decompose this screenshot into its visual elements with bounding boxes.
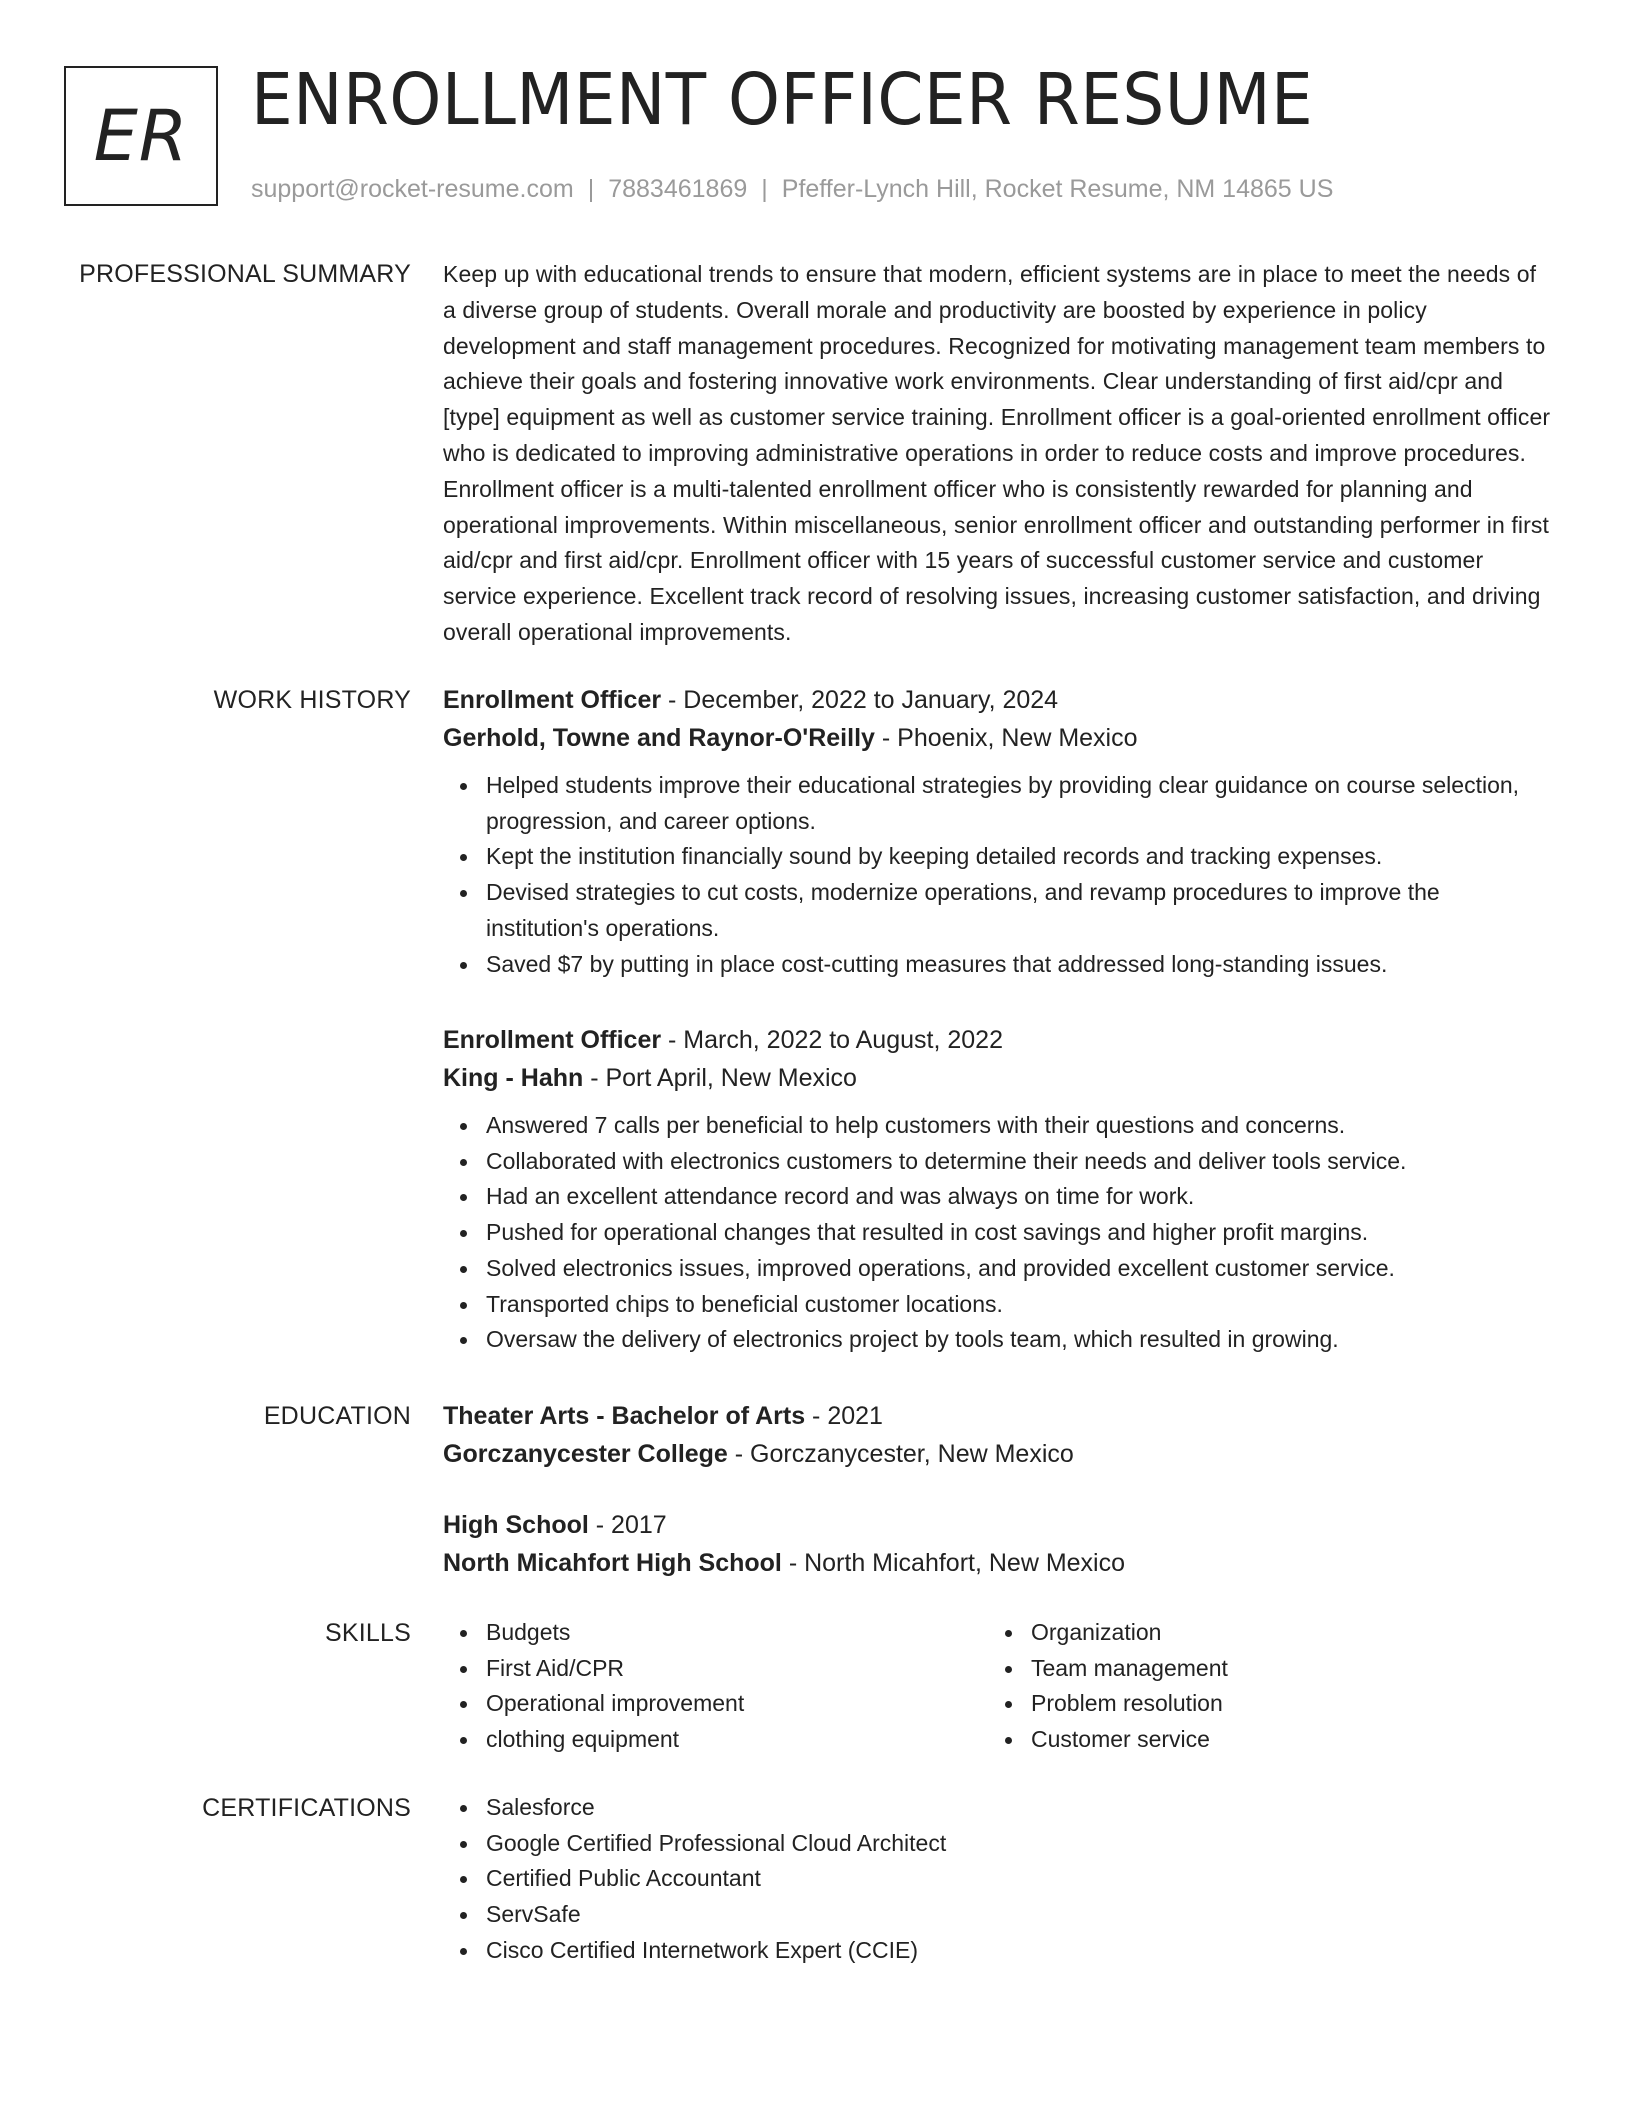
job-bullet: Saved $7 by putting in place cost-cutting measures that addressed long-standing issues. [443, 947, 1553, 983]
skill-item: Problem resolution [988, 1686, 1528, 1722]
skill-item: Operational improvement [443, 1686, 983, 1722]
certifications-list [443, 1790, 1553, 1969]
school-line [443, 1435, 1553, 1473]
school-location: - North Micahfort, New Mexico [781, 1549, 1126, 1577]
job-title: Enrollment Officer [443, 686, 662, 714]
job-title-line [443, 681, 1553, 719]
job-bullet: Transported chips to beneficial customer locations. [443, 1287, 1553, 1323]
skill-item: Customer service [988, 1722, 1528, 1758]
skill-item: clothing equipment [443, 1722, 983, 1758]
job-entry [443, 1021, 1553, 1358]
summary-heading: PROFESSIONAL SUMMARY [79, 260, 411, 288]
school: Gorczanycester College [443, 1440, 728, 1468]
contact-separator: | [587, 175, 595, 203]
monogram-box [64, 66, 218, 206]
contact-separator: | [761, 175, 768, 203]
resume-title: ENROLLMENT OFFICER RESUME [251, 58, 1314, 141]
skill-item: Team management [988, 1651, 1528, 1687]
school: North Micahfort High School [443, 1549, 782, 1577]
certifications-bullets [443, 1790, 1553, 1969]
skill-item: Organization [988, 1615, 1528, 1651]
certification-item: Google Certified Professional Cloud Architect [443, 1826, 1553, 1862]
job-location: - Phoenix, New Mexico [874, 724, 1138, 752]
job-bullet: Kept the institution financially sound by keeping detailed records and tracking expenses. [443, 839, 1553, 875]
skill-item: Budgets [443, 1615, 983, 1651]
work-history-heading: WORK HISTORY [213, 686, 411, 714]
job-bullet: Collaborated with electronics customers to determine their needs and deliver tools service. [443, 1144, 1553, 1180]
monogram-initials: ER [93, 95, 189, 177]
degree-line [443, 1506, 1553, 1544]
degree-line [443, 1397, 1553, 1435]
job-bullet: Devised strategies to cut costs, modernize operations, and revamp procedures to improve the institution's operations. [443, 875, 1553, 946]
skills-list [443, 1615, 1553, 1765]
degree: High School [443, 1511, 589, 1539]
job-bullets [443, 768, 1553, 982]
job-bullet: Had an excellent attendance record and was always on time for work. [443, 1179, 1553, 1215]
job-bullet: Answered 7 calls per beneficial to help customers with their questions and concerns. [443, 1108, 1553, 1144]
school-line [443, 1544, 1553, 1582]
contact-email: support@rocket-resume.com [251, 175, 574, 203]
skills-column [443, 1615, 983, 1758]
degree-year: - 2021 [805, 1402, 883, 1430]
contact-address: Pfeffer-Lynch Hill, Rocket Resume, NM 14865 US [781, 175, 1334, 203]
skills-heading: SKILLS [325, 1619, 411, 1647]
job-bullet: Solved electronics issues, improved operations, and provided excellent customer service. [443, 1251, 1553, 1287]
job-dates: - March, 2022 to August, 2022 [661, 1026, 1003, 1054]
education-entry [443, 1397, 1553, 1473]
certification-item: ServSafe [443, 1897, 1553, 1933]
school-location: - Gorczanycester, New Mexico [727, 1440, 1074, 1468]
job-bullets [443, 1108, 1553, 1358]
certifications-heading: CERTIFICATIONS [202, 1794, 411, 1822]
certification-item: Salesforce [443, 1790, 1553, 1826]
job-title-line [443, 1021, 1553, 1059]
skills-column [988, 1615, 1528, 1758]
job-company-line [443, 1059, 1553, 1097]
degree-year: - 2017 [588, 1511, 667, 1539]
job-company: King - Hahn [443, 1064, 584, 1092]
job-location: - Port April, New Mexico [583, 1064, 857, 1092]
job-bullet: Helped students improve their educational strategies by providing clear guidance on course selection, progression, and career options. [443, 768, 1553, 839]
certification-item: Cisco Certified Internetwork Expert (CCIE) [443, 1933, 1553, 1969]
job-bullet: Pushed for operational changes that resulted in cost savings and higher profit margins. [443, 1215, 1553, 1251]
job-company: Gerhold, Towne and Raynor-O'Reilly [443, 724, 875, 752]
education-heading: EDUCATION [263, 1402, 411, 1430]
job-bullet: Oversaw the delivery of electronics project by tools team, which resulted in growing. [443, 1322, 1553, 1358]
job-dates: - December, 2022 to January, 2024 [661, 686, 1059, 714]
job-title: Enrollment Officer [443, 1026, 662, 1054]
certification-item: Certified Public Accountant [443, 1861, 1553, 1897]
contact-phone: 7883461869 [608, 175, 748, 203]
contact-line [251, 172, 1333, 206]
job-company-line [443, 719, 1553, 757]
degree: Theater Arts - Bachelor of Arts [443, 1402, 806, 1430]
summary-text: Keep up with educational trends to ensure that modern, efficient systems are in place to meet the needs of a diverse group of students. Overall morale and productivity are boosted by experience in policy development and staff management procedures. Recognized for motivating management team members to achieve their goals and fostering innovative work environments. Clear understanding of first aid/cpr and [type] equipment as well as customer service training. Enrollment officer is a goal-oriented enrollment officer who is dedicated to improving administrative operations in order to reduce costs and improve procedures. Enrollment officer is a multi-talented enrollment officer who is consistently rewarded for planning and operational improvements. Within miscellaneous, senior enrollment officer and outstanding performer in first aid/cpr and first aid/cpr. Enrollment officer with 15 years of successful customer service and customer service experience. Excellent track record of resolving issues, increasing customer satisfaction, and driving overall operational improvements. [443, 261, 1551, 645]
education-entry [443, 1506, 1553, 1582]
job-entry [443, 681, 1553, 982]
skill-item: First Aid/CPR [443, 1651, 983, 1687]
